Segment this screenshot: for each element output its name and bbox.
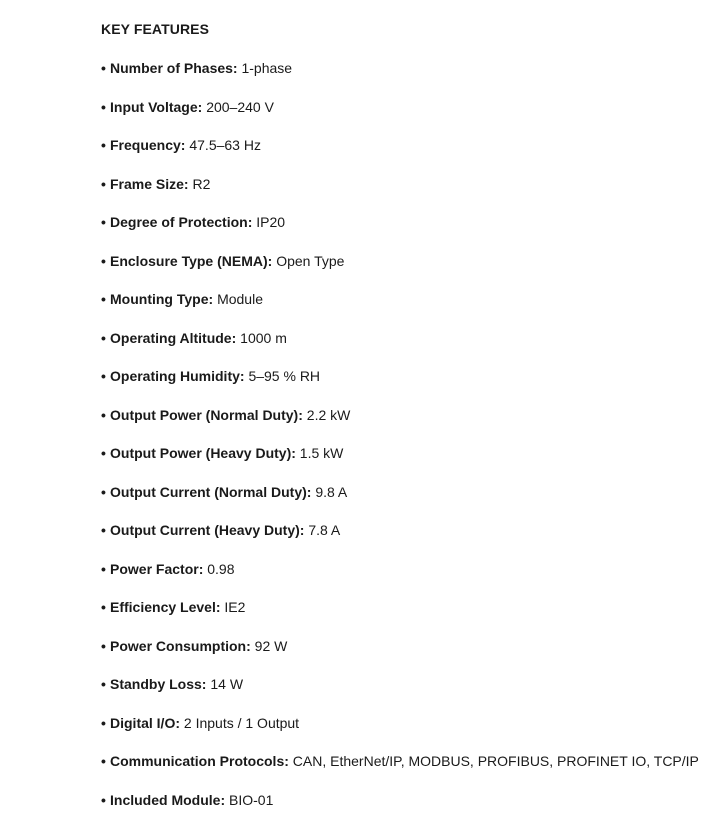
feature-value: 1.5 kW — [299, 445, 344, 461]
feature-value: BIO-01 — [229, 791, 274, 808]
feature-value: 2 Inputs / 1 Output — [183, 714, 300, 731]
feature-value: 200–240 V — [206, 98, 274, 115]
feature-label: Operating Altitude: — [110, 329, 237, 346]
feature-item — [101, 328, 691, 348]
bullet-icon: • — [101, 368, 106, 384]
bullet-icon: • — [101, 483, 106, 500]
feature-value: Open Type — [276, 252, 345, 269]
feature-item — [101, 174, 691, 194]
feature-value: 5–95 % RH — [248, 368, 321, 384]
bullet-icon: • — [101, 560, 106, 577]
feature-label: Communication Protocols: — [110, 753, 289, 769]
bullet-icon: • — [101, 676, 106, 692]
bullet-icon: • — [101, 791, 106, 808]
feature-item — [101, 674, 691, 694]
feature-label: Output Current (Normal Duty): — [110, 483, 312, 500]
section-heading: KEY FEATURES — [101, 21, 210, 37]
feature-item — [101, 212, 691, 232]
feature-value: 1-phase — [241, 60, 293, 76]
bullet-icon: • — [101, 60, 106, 76]
feature-label: Enclosure Type (NEMA): — [110, 252, 273, 269]
feature-item — [101, 97, 691, 117]
bullet-icon: • — [101, 599, 106, 615]
feature-label: Output Current (Heavy Duty): — [110, 522, 305, 538]
bullet-icon: • — [101, 445, 106, 461]
feature-item — [101, 366, 691, 386]
feature-value: 9.8 A — [315, 483, 348, 500]
feature-item — [101, 597, 691, 617]
feature-label: Frame Size: — [110, 175, 189, 192]
feature-value: IP20 — [256, 214, 286, 230]
feature-label: Operating Humidity: — [110, 368, 245, 384]
bullet-icon: • — [101, 137, 106, 153]
feature-value: 92 W — [254, 637, 288, 654]
feature-label: Degree of Protection: — [110, 214, 253, 230]
feature-value: 47.5–63 Hz — [189, 137, 261, 153]
feature-item — [101, 135, 691, 155]
feature-item — [101, 636, 691, 656]
feature-value: 0.98 — [207, 560, 235, 577]
feature-label: Included Module: — [110, 791, 226, 808]
feature-item — [101, 482, 691, 502]
bullet-icon: • — [101, 753, 106, 769]
feature-label: Power Factor: — [110, 560, 204, 577]
feature-value: R2 — [192, 175, 211, 192]
feature-item — [101, 405, 691, 425]
bullet-icon: • — [101, 406, 106, 423]
bullet-icon: • — [101, 329, 106, 346]
feature-item — [101, 559, 691, 579]
feature-item — [101, 443, 691, 463]
bullet-icon: • — [101, 637, 106, 654]
feature-value: CAN, EtherNet/IP, MODBUS, PROFIBUS, PROFINET IO, TCP/IP — [292, 753, 699, 769]
feature-item — [101, 713, 691, 733]
feature-label: Number of Phases: — [110, 60, 238, 76]
feature-value: IE2 — [224, 599, 246, 615]
bullet-icon: • — [101, 714, 106, 731]
key-features-section — [101, 19, 699, 828]
feature-label: Mounting Type: — [110, 291, 214, 307]
feature-label: Input Voltage: — [110, 98, 203, 115]
feature-label: Standby Loss: — [110, 676, 207, 692]
bullet-icon: • — [101, 175, 106, 192]
bullet-icon: • — [101, 522, 106, 538]
feature-label: Output Power (Heavy Duty): — [110, 445, 296, 461]
bullet-icon: • — [101, 214, 106, 230]
bullet-icon: • — [101, 291, 106, 307]
feature-label: Frequency: — [110, 137, 186, 153]
feature-item — [101, 520, 691, 540]
feature-value: 1000 m — [240, 329, 287, 346]
features-list — [101, 58, 699, 810]
bullet-icon: • — [101, 98, 106, 115]
bullet-icon: • — [101, 252, 106, 269]
feature-label: Power Consumption: — [110, 637, 251, 654]
feature-item — [101, 790, 691, 810]
feature-label: Digital I/O: — [110, 714, 180, 731]
feature-value: 7.8 A — [308, 522, 341, 538]
feature-value: 14 W — [210, 676, 244, 692]
feature-item — [101, 751, 699, 771]
feature-item — [101, 58, 691, 78]
feature-label: Output Power (Normal Duty): — [110, 406, 303, 423]
feature-value: 2.2 kW — [306, 406, 351, 423]
feature-item — [101, 289, 691, 309]
feature-item — [101, 251, 691, 271]
feature-value: Module — [217, 291, 263, 307]
feature-label: Efficiency Level: — [110, 599, 221, 615]
